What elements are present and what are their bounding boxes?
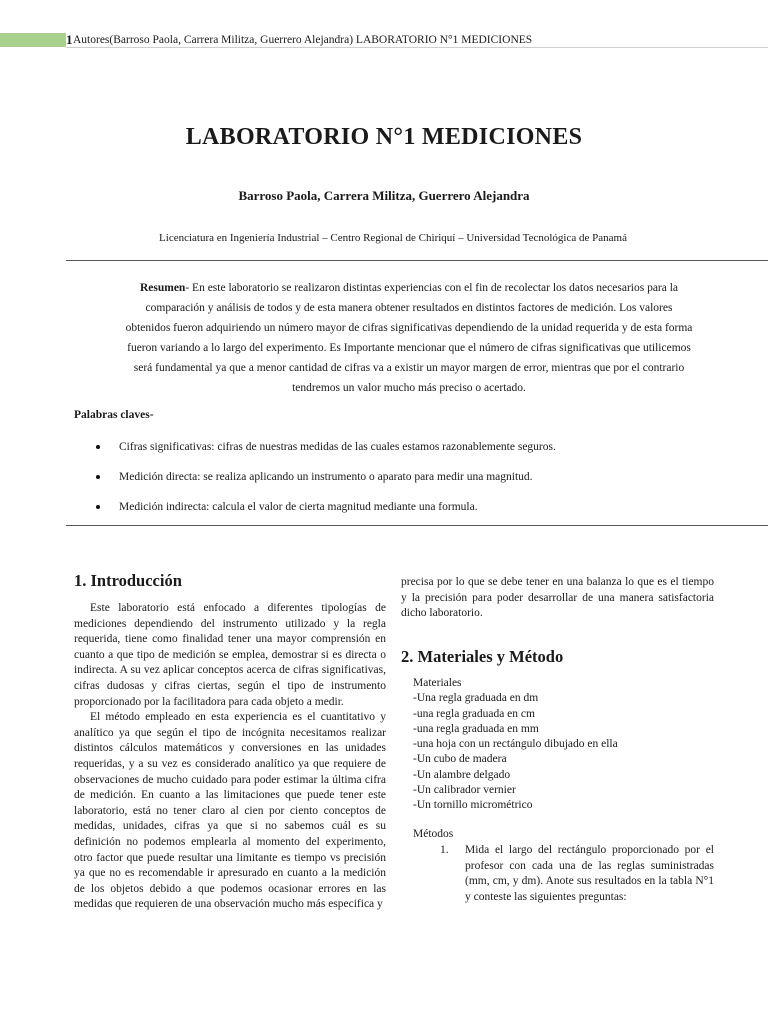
bullet-icon <box>96 505 100 509</box>
methods-title: Métodos <box>413 828 454 840</box>
intro-heading: 1. Introducción <box>74 571 182 590</box>
keywords-list <box>92 438 556 528</box>
method-step-text: Mida el largo del rectángulo proporcionado por el profesor con cada una de las reglas suministradas (mm, cm, y dm). Anote sus resultados en la tabla N°1 y conteste las siguientes preguntas: <box>465 844 714 903</box>
material-item: -Un calibrador vernier <box>413 784 516 797</box>
intro-continuation: precisa por lo que se debe tener en una balanza lo que es el tiempo y la precisión para poder desarrollar de una manera satisfactoria dicho laboratorio. <box>401 576 714 620</box>
abstract-line-5: será fundamental ya que a menor cantidad de cifras va a existir un mayor margen de error, mientras que por el contrario <box>133 362 685 374</box>
materials-title: Materiales <box>413 677 462 689</box>
material-item: -Una regla graduada en dm <box>413 692 539 705</box>
keywords-title: Palabras claves- <box>74 409 154 421</box>
bullet-icon <box>96 475 100 479</box>
abstract-line-1: Resumen- En este laboratorio se realizaron distintas experiencias con el fin de recolectar los datos necesarios para la <box>139 282 679 294</box>
header-accent-bar <box>0 33 66 47</box>
page-number: 1 <box>66 32 73 47</box>
material-item: -Un alambre delgado <box>413 768 511 781</box>
abstract-line-6: tendremos un valor mucho más preciso o acertado. <box>292 382 526 394</box>
running-header: Autores(Barroso Paola, Carrera Militza, Guerrero Alejandra) LABORATORIO N°1 MEDICIONES <box>73 34 533 46</box>
keyword-item: Medición indirecta: calcula el valor de cierta magnitud mediante una formula. <box>92 498 556 528</box>
method-step <box>440 843 714 905</box>
abstract <box>66 278 752 398</box>
intro-body <box>74 601 386 913</box>
document-title: LABORATORIO N°1 MEDICIONES <box>185 124 583 150</box>
material-item: -una regla graduada en mm <box>413 722 539 735</box>
header-divider <box>66 47 768 48</box>
authors: Barroso Paola, Carrera Militza, Guerrero Alejandra <box>238 188 530 203</box>
abstract-line-2: comparación y análisis de todos y de esta manera obtener resultados en distintos factores de medición. Los valores <box>145 302 673 314</box>
material-item: -Un cubo de madera <box>413 753 507 766</box>
affiliation: Licenciatura en Ingeniería Industrial – Centro Regional de Chiriquí – Universidad Tecnológica de Panamá <box>159 232 627 244</box>
methods-heading: 2. Materiales y Método <box>401 647 564 666</box>
bullet-icon <box>96 445 100 449</box>
abstract-bottom-rule <box>66 525 768 526</box>
abstract-line-3: obtenidos fueron adquiriendo un número mayor de cifras significativas dependiendo de la unidad requerida y de esta forma <box>125 322 693 334</box>
intro-paragraph-2: El método empleado en esta experiencia es el cuantitativo y analítico ya que según el tipo de incógnita necesitamos realizar distintos cálculos matemáticos y conversiones en las unidades requeridas, y a su vez es considerado analítico ya que requiere de observaciones de mucho cuidado para poder estimar la última cifra de medición. En cuanto a las limitaciones que puede tener este laboratorio, está no tener claro al cien por ciento conceptos de medidas, unidades, cifras ya que si no sabemos cuál es su definición no podemos emplearla al momento del experimento, otro factor que puede resultar una limitante es tiempo vs precisión ya que no es recomendable ir apresurado en cuanto a la medición de los objetos debido a que podemos ocasionar errores en las medidas que requieren de una observación mucho más especifica y <box>74 711 386 911</box>
material-item: -Un tornillo micrométrico <box>413 799 533 812</box>
method-step-number: 1. <box>440 844 449 856</box>
abstract-label: Resumen <box>139 282 186 294</box>
keyword-item: Cifras significativas: cifras de nuestras medidas de las cuales estamos razonablemente seguros. <box>92 438 556 468</box>
keyword-item: Medición directa: se realiza aplicando un instrumento o aparato para medir una magnitud. <box>92 468 556 498</box>
material-item: -una hoja con un rectángulo dibujado en ella <box>413 738 618 751</box>
abstract-top-rule <box>66 260 768 261</box>
material-item: -una regla graduada en cm <box>413 707 535 720</box>
intro-paragraph-1: Este laboratorio está enfocado a diferentes tipologías de mediciones dependiendo del instrumento utilizado y la regla requerida, tiene como finalidad tener una mayor comprensión en cuanto a que tipo de medición se emplea, demostrar si es directa o indirecta. A su vez aplicar conceptos acerca de cifras significativas, cifras dudosas y cifras ciertas, según el tipo de instrumento proporcionado por la facilitadora para cada objeto a medir. <box>74 602 386 708</box>
materials-list <box>413 676 618 814</box>
abstract-line-4: fueron variando a lo largo del experimento. Es Importante mencionar que el número de cifras significativas que utilicemos <box>127 342 691 354</box>
